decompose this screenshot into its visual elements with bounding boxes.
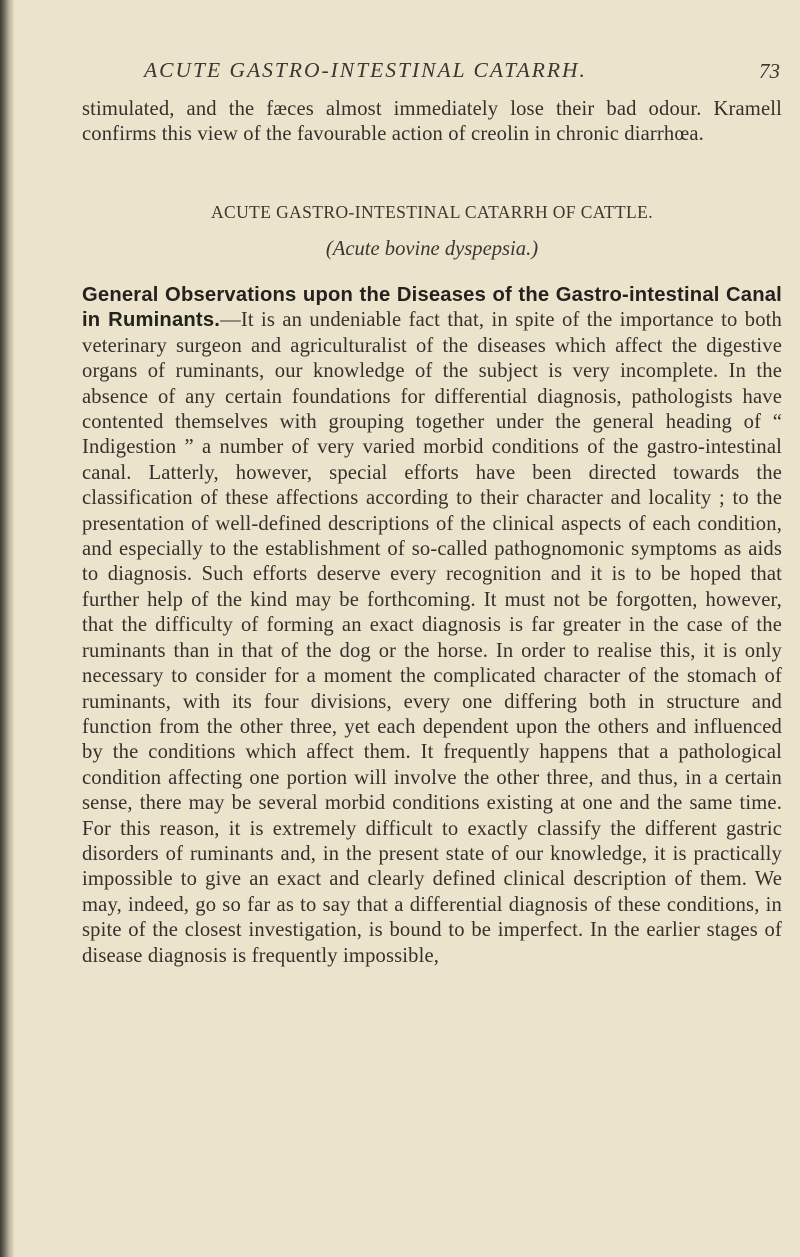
book-gutter-shadow bbox=[0, 0, 14, 1257]
intro-paragraph: stimulated, and the fæces almost immediately lose their bad odour. Kramell confirms this view of the favourable action of creolin in chronic diarrhœa. bbox=[82, 98, 782, 146]
section-title: ACUTE GASTRO-INTESTINAL CATARRH OF CATTLE. bbox=[210, 202, 654, 222]
page-number: 73 bbox=[759, 59, 780, 83]
running-title: ACUTE GASTRO-INTESTINAL CATARRH. bbox=[144, 58, 587, 82]
main-paragraph-text: —It is an undeniable fact that, in spite of the importance to both veterinary surgeon and agriculturalist of the diseases which affect the digestive organs of ruminants, our knowledge of the subject is very incomplete. In the absence of any certain foundations for differential diagnosis, pathologists have contented themselves with grouping together under the general heading of “ Indigestion ” a number of very varied morbid conditions of the gastro-intestinal canal. Latterly, however, special efforts have been directed towards the classification of these affections according to their character and locality ; to the presentation of well-defined descriptions of the clinical aspects of each condition, and especially to the establishment of so-called pathognomonic symptoms as aids to diagnosis. Such efforts deserve every recognition and it is to be hoped that further help of the kind may be forthcoming. It must not be forgotten, however, that the difficulty of forming an exact diagnosis is far greater in the case of the ruminants than in that of the dog or the horse. In order to realise this, it is only necessary to consider for a moment the complicated character of the stomach of ruminants, with its four divisions, every one differing both in structure and function from the other three, yet each dependent upon the others and influenced by the conditions which affect them. It frequently happens that a pathological condition affecting one portion will involve the other three, and thus, in a certain sense, there may be several morbid conditions existing at one and the same time. For this reason, it is extremely difficult to exactly classify the different gastric disorders of ruminants and, in the present state of our knowledge, it is practically impossible to give an exact and clearly defined clinical description of them. We may, indeed, go so far as to say that a differential diagnosis of these conditions, in spite of the closest investigation, is bound to be imperfect. In the earlier stages of disease diagnosis is frequently impossible, bbox=[82, 309, 782, 967]
running-head bbox=[82, 58, 782, 88]
run-in-heading: General Observations upon the Diseases of the Gastro-intestinal Canal in Ruminants. bbox=[82, 284, 782, 332]
main-paragraph bbox=[82, 283, 782, 969]
section-subtitle: (Acute bovine dyspepsia.) bbox=[325, 238, 539, 260]
